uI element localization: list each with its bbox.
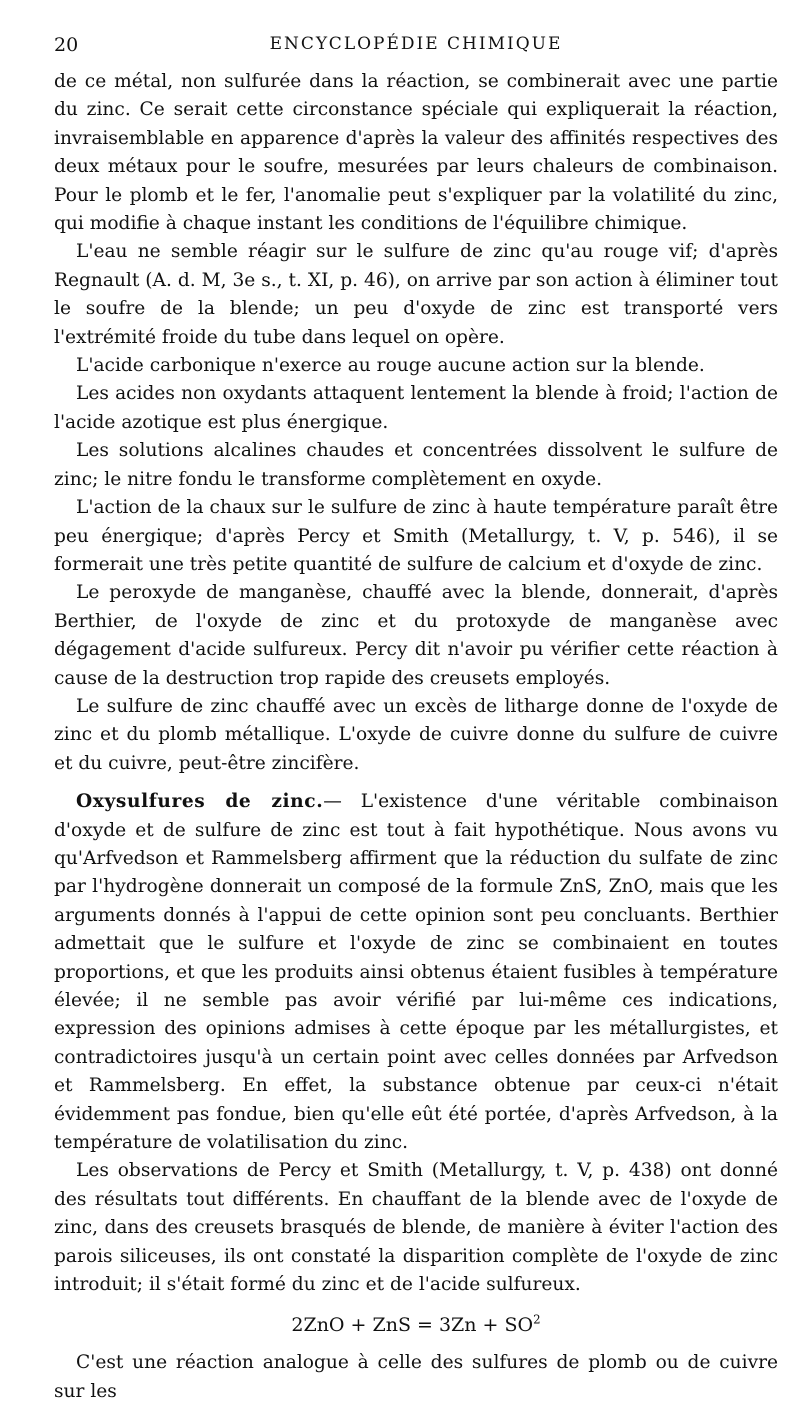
paragraph-percy-smith: Les observations de Percy et Smith (Metallurgy, t. V, p. 438) ont donné des résultats tout différents. En chauffant de la blende avec de l'oxyde de zinc, dans des creusets brasqués de blende, de manière à éviter l'action des parois siliceuses, ils ont constaté la disparition complète de l'oxyde de zinc introduit; il s'était formé du zinc et de l'acide sulfureux. xyxy=(54,1160,778,1296)
page-body xyxy=(54,68,778,1406)
equation-text: 2ZnO + ZnS = 3Zn + SO xyxy=(291,1314,534,1337)
chemical-equation xyxy=(54,1311,778,1339)
paragraph-lime: L'action de la chaux sur le sulfure de zinc à haute température paraît être peu énergique; d'après Percy et Smith (Metallurgy, t. V, p. 546), il se formerait une très petite quantité de sulfure de calcium et d'oxyde de zinc. xyxy=(54,497,778,575)
paragraph-alkaline-solutions: Les solutions alcalines chaudes et concentrées dissolvent le sulfure de zinc; le nitre fondu le transforme complètement en oxyde. xyxy=(54,440,778,490)
running-title: ENCYCLOPÉDIE CHIMIQUE xyxy=(269,34,563,54)
paragraph-last-line: C'est une réaction analogue à celle des sulfures de plomb ou de cuivre sur les xyxy=(54,1352,778,1402)
equation-superscript: 2 xyxy=(533,1313,541,1328)
paragraph-carbonic-acid: L'acide carbonique n'exerce au rouge aucune action sur la blende. xyxy=(76,355,705,377)
paragraph-continuation: de ce métal, non sulfurée dans la réaction, se combinerait avec une partie du zinc. Ce serait cette circonstance spéciale qui expliquerait la réaction, invraisemblable en apparence d'après la valeur des affinités respectives des deux métaux pour le soufre, mesurées par leurs chaleurs de combinaison. Pour le plomb et le fer, l'anomalie peut s'expliquer par la volatilité du zinc, qui modifie à chaque instant les conditions de l'équilibre chimique. xyxy=(54,71,778,235)
section-oxysulfures xyxy=(54,788,778,1157)
section-heading: Oxysulfures de zinc. xyxy=(76,791,324,813)
paragraph-acids: Les acides non oxydants attaquent lentement la blende à froid; l'action de l'acide azotique est plus énergique. xyxy=(54,383,778,433)
page-number: 20 xyxy=(54,34,79,56)
paragraph-litharge: Le sulfure de zinc chauffé avec un excès de litharge donne de l'oxyde de zinc et du plomb métallique. L'oxyde de cuivre donne du sulfure de cuivre et du cuivre, peut-être zincifère. xyxy=(54,695,778,774)
paragraph-water: L'eau ne semble réagir sur le sulfure de zinc qu'au rouge vif; d'après Regnault (A. d. M, 3e s., t. XI, p. 46), on arrive par son action à éliminer tout le soufre de la blende; un peu d'oxyde de zinc est transporté vers l'extrémité froide du tube dans lequel on opère. xyxy=(54,241,778,348)
section-text: — L'existence d'une véritable combinaison d'oxyde et de sulfure de zinc est tout à fait hypothétique. Nous avons vu qu'Arfvedson et Rammelsberg affirment que la réduction du sulfate de zinc par l'hydrogène donnerait un composé de la formule ZnS, ZnO, mais que les arguments donnés à l'appui de cette opinion sont peu concluants. Berthier admettait que le sulfure et l'oxyde de zinc se combinaient en toutes proportions, et que les produits ainsi obtenus étaient fusibles à température élevée; il ne semble pas avoir vérifié par lui-même ces indications, expression des opinions admises à cette époque par les métallurgistes, et contradictoires jusqu'à un certain point avec celles données par Arfvedson et Rammelsberg. En effet, la substance obtenue par ceux-ci n'était évidemment pas fondue, bien qu'elle eût été portée, d'après Arfvedson, à la température de volatilisation du zinc. xyxy=(54,791,778,1154)
page-header xyxy=(54,30,778,56)
paragraph-manganese-peroxide: Le peroxyde de manganèse, chauffé avec la blende, donnerait, d'après Berthier, de l'oxyde de zinc et du protoxyde de manganèse avec dégagement d'acide sulfureux. Percy dit n'avoir pu vérifier cette réaction à cause de la destruction trop rapide des creusets employés. xyxy=(54,582,778,689)
